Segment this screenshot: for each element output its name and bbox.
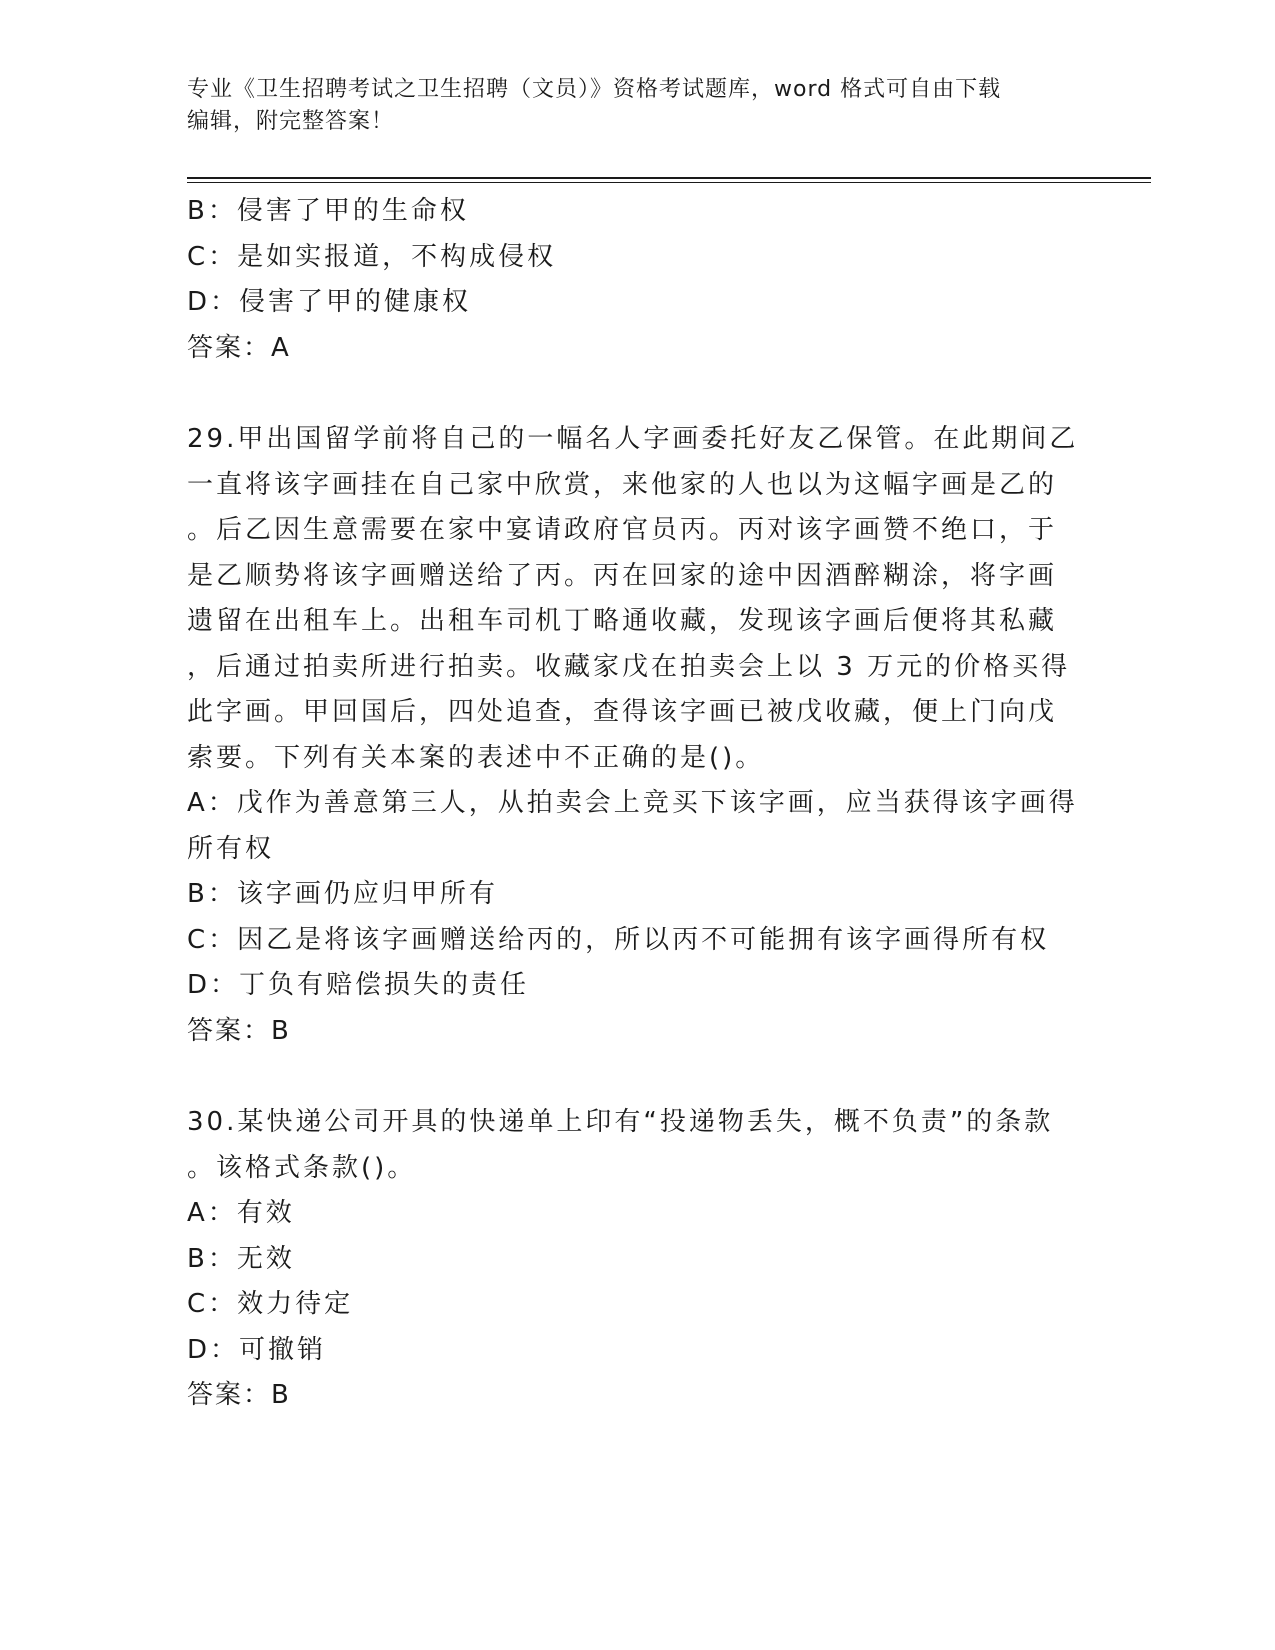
spacer [187, 1054, 1067, 1100]
option-d: D：侵害了甲的健康权 [187, 287, 472, 317]
question-30 [187, 1100, 1067, 1419]
option-c: C：效力待定 [187, 1289, 354, 1319]
option-c: C：是如实报道，不构成侵权 [187, 241, 557, 272]
answer-line: 答案：A [187, 332, 291, 363]
question-stem-line: 是乙顺势将该字画赠送给了丙。丙在回家的途中因酒醉糊涂，将字画 [187, 560, 1058, 591]
prev-question [187, 189, 1067, 371]
question-stem-line: 索要。下列有关本案的表述中不正确的是()。 [187, 742, 765, 773]
header-line-2: 编辑，附完整答案！ [187, 109, 395, 134]
answer-line: 答案：B [187, 1015, 291, 1046]
option-d: D：可撤销 [187, 1334, 327, 1365]
option-a-line: A：戊作为善意第三人，从拍卖会上竞买下该字画，应当获得该字画得 [187, 788, 1078, 818]
answer-line: 答案：B [187, 1380, 291, 1410]
option-c: C：因乙是将该字画赠送给丙的，所以丙不可能拥有该字画得所有权 [187, 924, 1050, 955]
option-b: B：该字画仍应归甲所有 [187, 879, 498, 909]
option-b: B：侵害了甲的生命权 [187, 196, 469, 226]
question-stem-line: ，后通过拍卖所进行拍卖。收藏家戊在拍卖会上以 3 万元的价格买得 [187, 651, 1071, 682]
document-header [187, 74, 1087, 138]
question-stem-line: 29.甲出国留学前将自己的一幅名人字画委托好友乙保管。在此期间乙 [187, 424, 1079, 454]
question-stem-line: 30.某快递公司开具的快递单上印有“投递物丢失，概不负责”的条款 [187, 1107, 1054, 1137]
option-d: D：丁负有赔偿损失的责任 [187, 970, 530, 1000]
question-stem-line: 。该格式条款()。 [187, 1152, 417, 1183]
option-a-line: 所有权 [187, 833, 275, 864]
header-divider-thick [187, 177, 1151, 179]
header-line-1: 专业《卫生招聘考试之卫生招聘（文员）》资格考试题库，word 格式可自由下载 [187, 77, 1002, 102]
option-b: B：无效 [187, 1243, 295, 1274]
question-stem-line: 。后乙因生意需要在家中宴请政府官员丙。丙对该字画赞不绝口，于 [187, 515, 1058, 545]
question-29 [187, 417, 1079, 1054]
spacer [187, 371, 1067, 417]
option-a: A：有效 [187, 1198, 295, 1228]
document-body [187, 189, 1079, 1419]
question-stem-line: 一直将该字画挂在自己家中欣赏，来他家的人也以为这幅字画是乙的 [187, 469, 1058, 500]
question-stem-line: 此字画。甲回国后，四处追查，查得该字画已被戊收藏，便上门向戊 [187, 697, 1058, 727]
question-stem-line: 遗留在出租车上。出租车司机丁略通收藏，发现该字画后便将其私藏 [187, 606, 1058, 636]
header-divider-thin [187, 182, 1151, 183]
